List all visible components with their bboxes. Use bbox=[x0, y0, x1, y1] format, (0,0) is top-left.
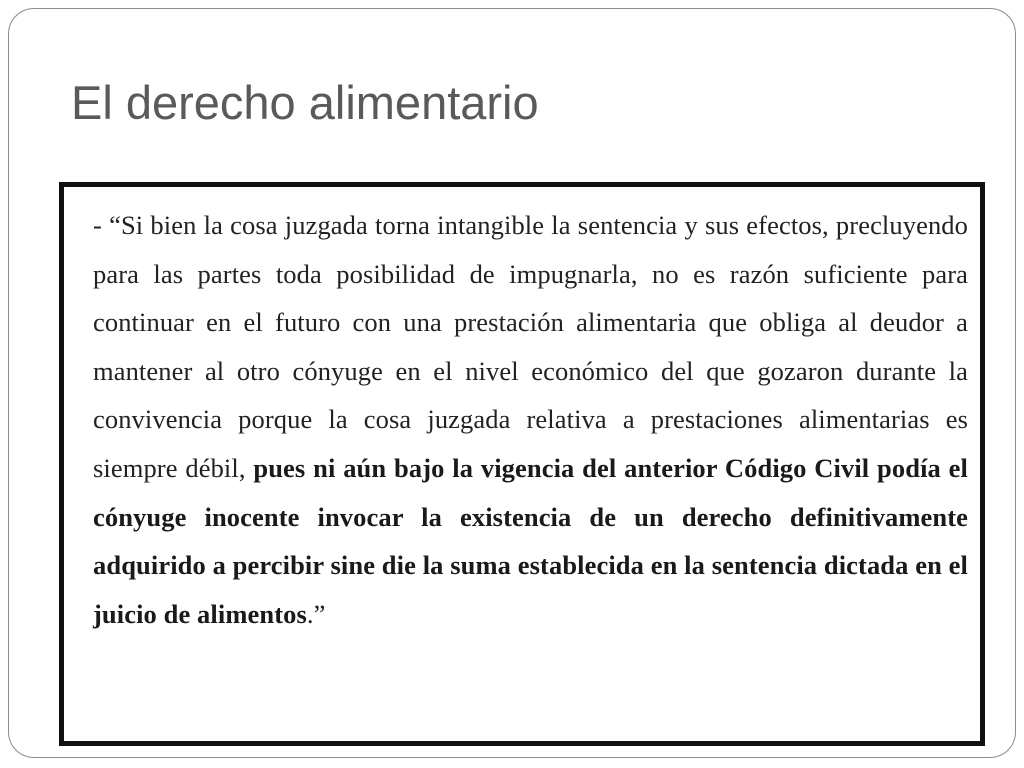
slide-title: El derecho alimentario bbox=[71, 76, 539, 129]
quote-bold-text: pues ni aún bajo la vigencia del anterior Código Civil podía el cónyuge inocente invocar la existencia de un derecho definitivamente adquirido a percibir sine die la suma establecida en la sentencia dictada en el juicio de alimentos bbox=[93, 452, 968, 629]
slide-frame bbox=[8, 8, 1016, 758]
quote-paragraph bbox=[93, 201, 968, 638]
quote-suffix: .” bbox=[306, 598, 326, 629]
quote-prefix: - “ bbox=[93, 210, 121, 240]
quote-regular-text: Si bien la cosa juzgada torna intangible la sentencia y sus efectos, precluyendo para las partes toda posibilidad de impugnarla, no es razón suficiente para continuar en el futuro con una prestación alimentaria que obliga al deudor a mantener al otro cónyuge en el nivel económico del que gozaron durante la convivencia porque la cosa juzgada relativa a prestaciones alimentarias es siempre débil, bbox=[93, 210, 969, 483]
quote-box bbox=[59, 182, 985, 746]
